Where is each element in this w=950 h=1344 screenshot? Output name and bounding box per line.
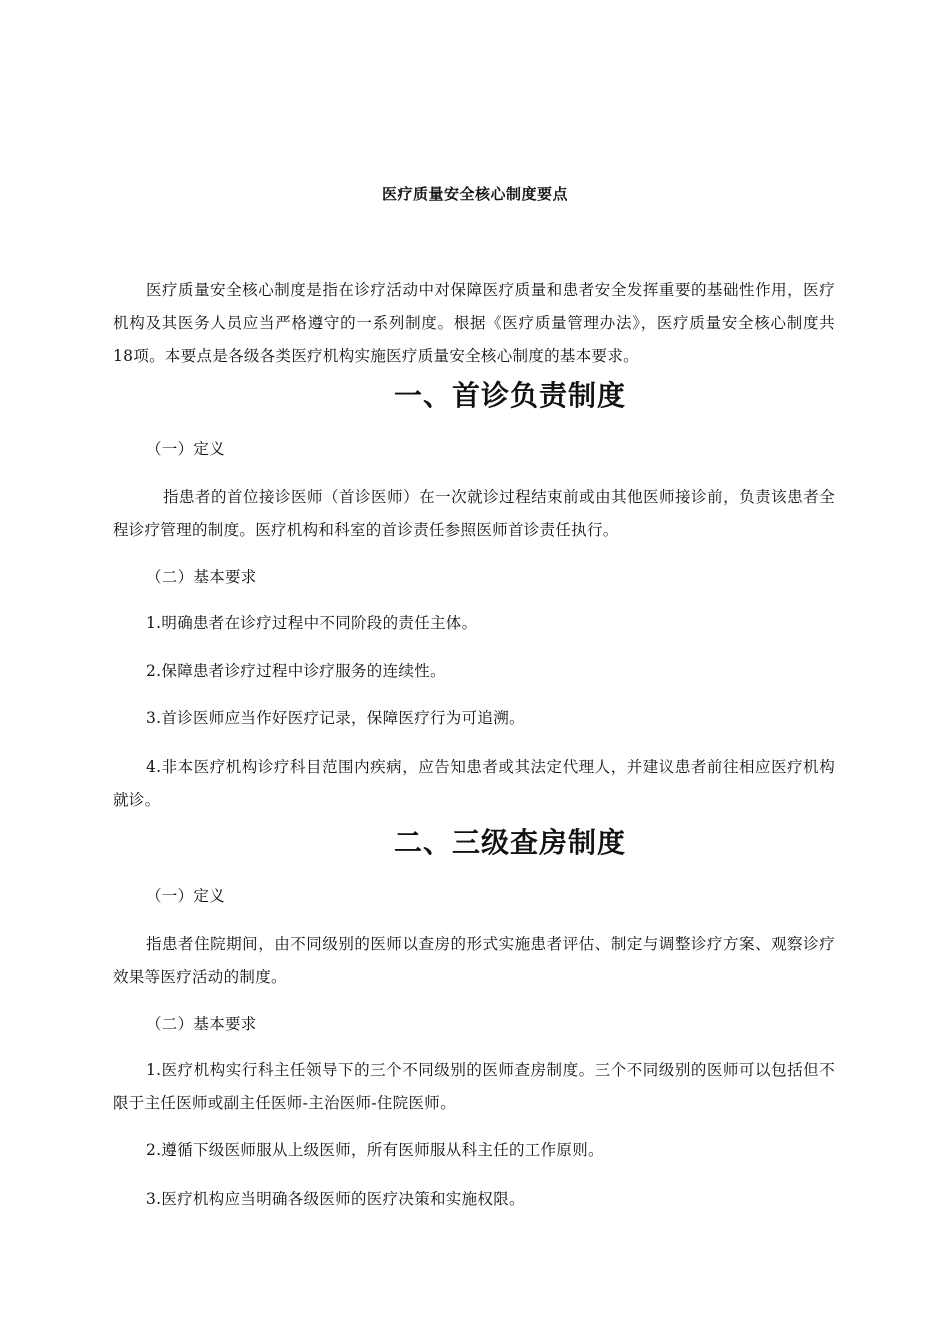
- document-title: 医疗质量安全核心制度要点: [381, 185, 568, 203]
- section-heading-first-visit: 一、首诊负责制度: [393, 379, 626, 412]
- intro-paragraph: 医疗质量安全核心制度是指在诊疗活动中对保障医疗质量和患者安全发挥重要的基础性作用，医疗机构及其医务人员应当严格遵守的一系列制度。根据《医疗质量管理办法》，医疗质量安全核心制度共18项。本要点是各级各类医疗机构实施医疗质量安全核心制度的基本要求。: [113, 281, 835, 365]
- section-2-requirement-item: 3.医疗机构应当明确各级医师的医疗决策和实施权限。: [146, 1190, 525, 1208]
- section-1-requirement-item: 3.首诊医师应当作好医疗记录，保障医疗行为可追溯。: [146, 709, 525, 727]
- section-1-requirements-label: （二）基本要求: [146, 568, 257, 586]
- section-heading-ward-rounds: 二、三级查房制度: [393, 826, 626, 859]
- section-2-requirement-item: 1.医疗机构实行科主任领导下的三个不同级别的医师查房制度。三个不同级别的医师可以包括但不限于主任医师或副主任医师-主治医师-住院医师。: [113, 1061, 835, 1112]
- section-1-definition-label: （一）定义: [146, 440, 226, 458]
- section-2-definition-label: （一）定义: [146, 887, 226, 905]
- section-2-requirement-item: 2.遵循下级医师服从上级医师，所有医师服从科主任的工作原则。: [146, 1141, 604, 1159]
- section-1-requirement-item: 1.明确患者在诊疗过程中不同阶段的责任主体。: [146, 614, 478, 632]
- section-2-requirements-label: （二）基本要求: [146, 1015, 257, 1033]
- section-1-requirement-item: 4.非本医疗机构诊疗科目范围内疾病，应告知患者或其法定代理人，并建议患者前往相应医疗机构就诊。: [113, 758, 835, 809]
- section-1-requirement-item: 2.保障患者诊疗过程中诊疗服务的连续性。: [146, 662, 446, 680]
- section-2-definition-text: 指患者住院期间，由不同级别的医师以查房的形式实施患者评估、制定与调整诊疗方案、观察诊疗效果等医疗活动的制度。: [113, 935, 835, 986]
- section-1-definition-text: 指患者的首位接诊医师（首诊医师）在一次就诊过程结束前或由其他医师接诊前，负责该患者全程诊疗管理的制度。医疗机构和科室的首诊责任参照医师首诊责任执行。: [113, 488, 835, 539]
